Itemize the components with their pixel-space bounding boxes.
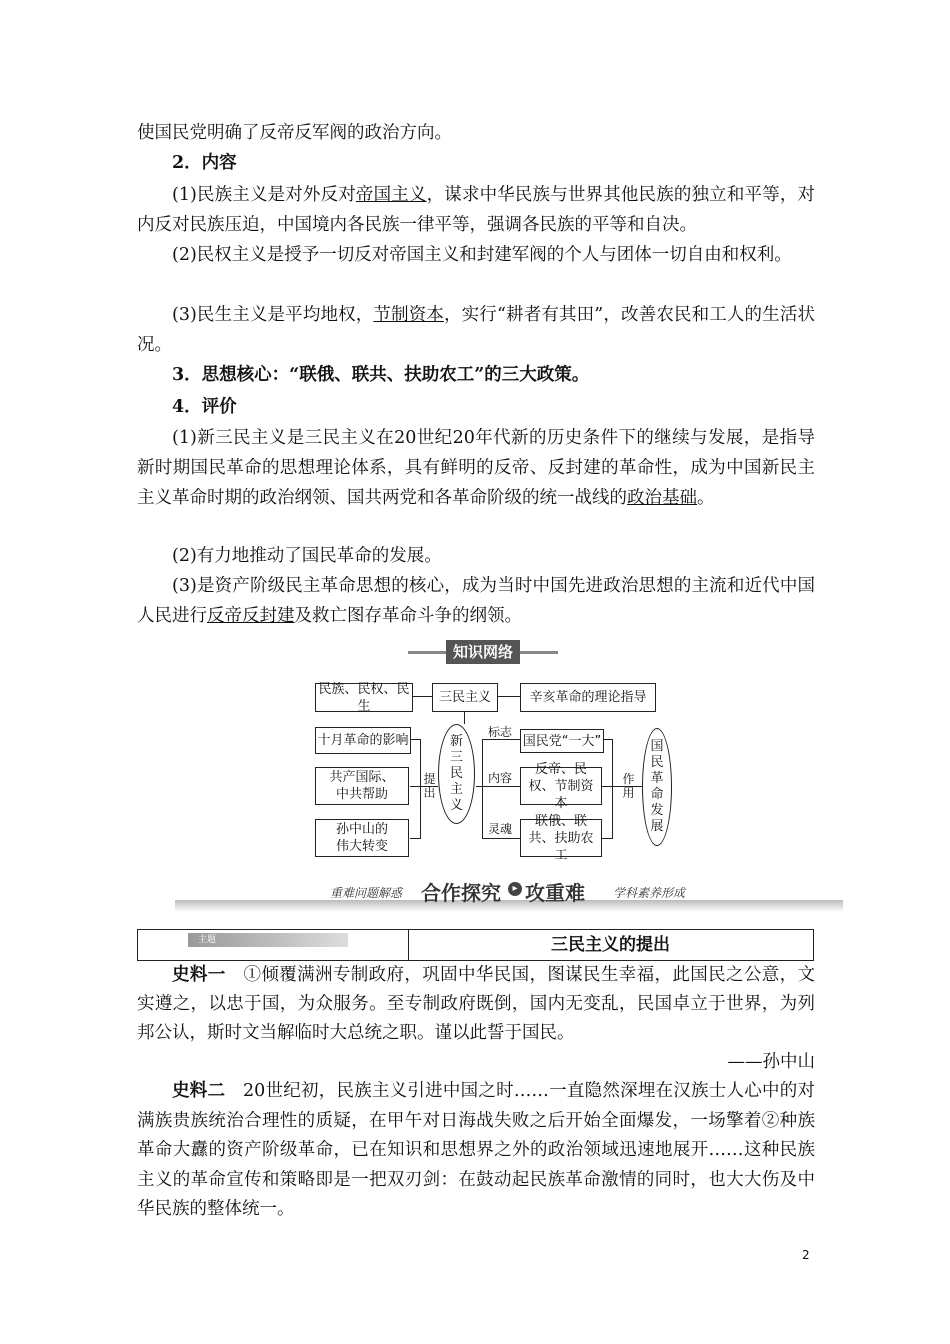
page-number: 2 [802, 1248, 810, 1262]
label-propose: 提出 [423, 772, 436, 800]
text: (1)民族主义是对外反对 [172, 185, 356, 205]
topic-title: 三民主义的提出 [551, 935, 670, 955]
banner-label: 知识网络 [446, 640, 520, 664]
heading-evaluation: 4．评价 [172, 397, 237, 417]
underlined-term: 政治基础 [627, 488, 697, 508]
banner-left-text: 重难问题解惑 [330, 886, 403, 900]
text: (3)是资产阶级民主革命思想的核心，成为当时中国先进政治思想的主流和近代中国人民进行 [137, 576, 815, 626]
source-material-2 [137, 1077, 815, 1225]
text: ，实行“耕者有其田”，改善农民和工人的生活状况。 [137, 305, 815, 355]
ellipse-national-revolution: 国民革命发展 [642, 728, 672, 846]
banner-right-text: 学科素养形成 [613, 886, 686, 900]
paragraph-livelihood [137, 300, 815, 360]
text: 。 [697, 488, 715, 508]
box-xinhai-guidance: 辛亥革命的理论指导 [520, 683, 656, 712]
label-content: 内容 [488, 771, 513, 785]
paragraph-eval-3 [137, 571, 815, 631]
paragraph-intro: 使国民党明确了反帝反军阀的政治方向。 [137, 123, 452, 143]
line [482, 838, 520, 839]
source-label: 史料一 [172, 965, 226, 985]
underlined-term: 节制资本 [373, 305, 445, 325]
line [464, 710, 465, 724]
line [412, 696, 432, 697]
label-soul: 灵魂 [488, 822, 513, 836]
section-banner [175, 876, 843, 912]
network-banner [408, 640, 558, 664]
label-symbol: 标志 [488, 725, 513, 739]
line [410, 786, 420, 787]
line [410, 739, 420, 740]
line [482, 786, 520, 787]
line [612, 739, 613, 839]
banner-title-1: 合作探究 [421, 881, 501, 905]
text: 及救亡图存革命斗争的纲领。 [294, 606, 522, 626]
text: (3)民生主义是平均地权， [172, 305, 374, 325]
topic-tag-cell [138, 930, 409, 960]
paragraph-nationalism [137, 180, 815, 240]
topic-tag [188, 933, 348, 947]
banner-title-2: 攻重难 [525, 881, 585, 905]
line [420, 739, 421, 839]
paragraph-democracy: (2)民权主义是授予一切反对帝国主义和封建军阀的个人与团体一切自由和权利。 [172, 245, 792, 265]
source-text: ①倾覆满洲专制政府，巩固中华民国，图谋民生幸福，此国民之公意，文实遵之，以忠于国，为众服务。至专制政府既倒，国内无变乱，民国卓立于世界，为列邦公认，斯时文当解临时大总统之职。谨以此誓于国民。 [137, 965, 816, 1043]
banner-arrow-icon: ▸ [508, 882, 522, 896]
source-label: 史料二 [172, 1081, 226, 1101]
line [602, 786, 612, 787]
source-attribution: ——孙中山 [727, 1052, 815, 1072]
topic-table [137, 929, 814, 961]
box-sun-transformation: 孙中山的伟大转变 [315, 819, 409, 857]
line [496, 696, 520, 697]
text: (1)新三民主义是三民主义在20世纪20年代新的历史条件下的继续与发展，是指导新时期国民革命的思想理论体系，具有鲜明的反帝、反封建的革命性，成为中国新民主主义革命时期的政治纲领、国共两党和各革命阶级的统一战线的 [137, 428, 815, 508]
text: ，谋求中华民族与世界其他民族的独立和平等，对内反对民族压迫，中国境内各民族一律平等，强调各民族的平等和自决。 [137, 185, 815, 235]
paragraph-eval-2: (2)有力地推动了国民革命的发展。 [172, 546, 442, 566]
box-anti-imperialism-content: 反帝、民权、节制资本 [520, 767, 602, 805]
paragraph-eval-1 [137, 423, 815, 513]
underlined-term: 帝国主义 [355, 185, 427, 205]
label-function: 作用 [622, 772, 635, 800]
box-three-policies: 联俄、联共、扶助农工 [520, 819, 602, 857]
heading-core: 3．思想核心：“联俄、联共、扶助农工”的三大政策。 [172, 365, 590, 385]
line [410, 838, 420, 839]
topic-tag-label: 主题 [198, 935, 217, 945]
source-text: 20世纪初，民族主义引进中国之时……一直隐然深埋在汉族士人心中的对满族贵族统治合理性的质疑，在甲午对日海战失败之后开始全面爆发，一场擎着②种族革命大纛的资产阶级革命，已在知识和思想界之外的政治领域迅速地展开……这种民族主义的革命宣传和策略即是一把双刃剑：在鼓动起民族革命激情的同时，也大大伤及中华民族的整体统一。 [137, 1081, 816, 1219]
box-comintern-help: 共产国际、中共帮助 [315, 767, 409, 805]
line [602, 838, 612, 839]
ellipse-new-three-principles: 新三民主义 [438, 724, 475, 824]
box-october-revolution: 十月革命的影响 [315, 727, 411, 754]
box-three-principles: 三民主义 [432, 683, 498, 712]
box-kmt-first-congress: 国民党“一大” [520, 729, 604, 753]
source-material-1 [137, 961, 815, 1048]
line [482, 739, 483, 839]
underlined-term: 反帝反封建 [207, 606, 295, 626]
heading-content: 2．内容 [172, 153, 237, 173]
banner-shadow [175, 900, 843, 912]
box-three-principles-components: 民族、民权、民生 [315, 683, 413, 712]
